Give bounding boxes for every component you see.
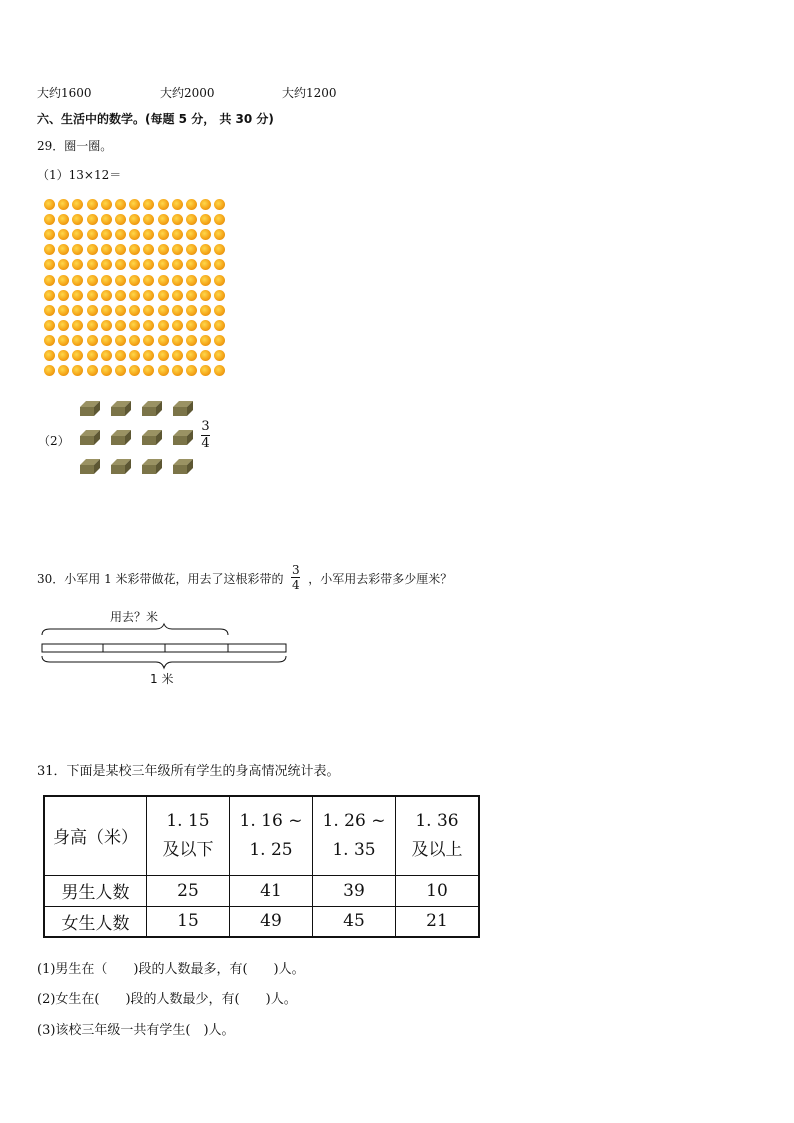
- dot-item: [44, 214, 55, 225]
- q30-fraction-numerator: 3: [292, 563, 300, 577]
- dot-item: [129, 350, 140, 361]
- dot-item: [101, 290, 112, 301]
- table-header-cell: 1. 16 ~ 1. 25: [230, 796, 313, 875]
- brick-item: [140, 428, 164, 446]
- brick-item: [78, 399, 102, 417]
- table-header-cell: 1. 26 ~ 1. 35: [313, 796, 396, 875]
- dot-item: [200, 259, 211, 270]
- dot-item: [58, 275, 69, 286]
- dot-item: [143, 229, 154, 240]
- brick-item: [171, 428, 195, 446]
- table-cell: 女生人数: [44, 906, 147, 937]
- dot-item: [115, 365, 126, 376]
- dot-item: [172, 229, 183, 240]
- dot-item: [87, 244, 98, 255]
- dot-item: [129, 214, 140, 225]
- table-row: [44, 906, 479, 937]
- dot-item: [143, 320, 154, 331]
- dot-item: [115, 350, 126, 361]
- dot-item: [129, 365, 140, 376]
- dot-item: [87, 199, 98, 210]
- dot-item: [72, 320, 83, 331]
- brick-item: [78, 457, 102, 475]
- q30-text-after: ，小军用去彩带多少厘米？: [308, 572, 453, 586]
- dot-item: [158, 350, 169, 361]
- dot-item: [58, 244, 69, 255]
- dot-item: [58, 199, 69, 210]
- approx-option-3: 大约1200: [282, 86, 337, 100]
- q30-fraction-denominator: 4: [292, 578, 300, 592]
- dot-item: [44, 259, 55, 270]
- dot-item: [186, 259, 197, 270]
- dot-item: [214, 320, 225, 331]
- dot-item: [44, 305, 55, 316]
- dot-item: [158, 275, 169, 286]
- dot-item: [101, 244, 112, 255]
- dot-item: [158, 335, 169, 346]
- dot-item: [158, 229, 169, 240]
- dot-item: [72, 259, 83, 270]
- dot-item: [129, 335, 140, 346]
- brick-item: [78, 428, 102, 446]
- dot-item: [200, 229, 211, 240]
- dot-item: [200, 275, 211, 286]
- dot-item: [129, 290, 140, 301]
- dot-item: [158, 244, 169, 255]
- dot-item: [143, 365, 154, 376]
- dot-item: [87, 275, 98, 286]
- dot-item: [44, 365, 55, 376]
- dot-item: [72, 290, 83, 301]
- dot-item: [72, 350, 83, 361]
- dot-item: [158, 320, 169, 331]
- dot-item: [58, 214, 69, 225]
- table-cell: 39: [313, 875, 396, 906]
- dot-item: [172, 350, 183, 361]
- dot-item: [87, 259, 98, 270]
- q31-sub3: (3)该校三年级一共有学生( )人。: [37, 1023, 235, 1038]
- dot-item: [200, 335, 211, 346]
- dot-item: [143, 335, 154, 346]
- q31-sub2: (2)女生在( )段的人数最少，有( )人。: [37, 992, 297, 1007]
- dot-item: [115, 320, 126, 331]
- q29-fraction: [201, 420, 210, 451]
- dot-item: [172, 320, 183, 331]
- dot-item: [58, 320, 69, 331]
- dot-item: [115, 290, 126, 301]
- dot-item: [214, 229, 225, 240]
- approx-option-1: 大约1600: [37, 86, 92, 100]
- dot-item: [214, 214, 225, 225]
- brick-item: [140, 399, 164, 417]
- brick-grid: [78, 399, 202, 483]
- dot-item: [214, 350, 225, 361]
- dot-item: [115, 335, 126, 346]
- brick-item: [109, 399, 133, 417]
- brick-item: [171, 457, 195, 475]
- dot-item: [129, 259, 140, 270]
- table-row: [44, 875, 479, 906]
- fraction-numerator: 3: [201, 419, 210, 434]
- dot-item: [115, 305, 126, 316]
- dot-item: [172, 259, 183, 270]
- dot-item: [143, 214, 154, 225]
- dot-item: [58, 305, 69, 316]
- dot-item: [58, 259, 69, 270]
- dot-item: [129, 320, 140, 331]
- dot-item: [186, 320, 197, 331]
- dot-item: [129, 244, 140, 255]
- dot-item: [200, 214, 211, 225]
- dot-item: [101, 365, 112, 376]
- approx-option-2: 大约2000: [160, 86, 215, 100]
- dot-item: [72, 365, 83, 376]
- dot-item: [214, 244, 225, 255]
- dot-item: [115, 229, 126, 240]
- dot-item: [44, 350, 55, 361]
- dot-item: [115, 199, 126, 210]
- dot-item: [172, 365, 183, 376]
- dot-item: [214, 259, 225, 270]
- brick-item: [109, 428, 133, 446]
- dot-item: [129, 199, 140, 210]
- dot-item: [58, 229, 69, 240]
- dot-item: [129, 305, 140, 316]
- dot-item: [214, 305, 225, 316]
- dot-grid: [44, 199, 228, 383]
- dot-item: [143, 275, 154, 286]
- dot-item: [101, 320, 112, 331]
- dot-item: [87, 350, 98, 361]
- dot-item: [172, 275, 183, 286]
- table-cell: 男生人数: [44, 875, 147, 906]
- q31-title: 31．下面是某校三年级所有学生的身高情况统计表。: [37, 764, 340, 779]
- dot-item: [101, 275, 112, 286]
- dot-item: [186, 305, 197, 316]
- dot-item: [186, 214, 197, 225]
- dot-item: [172, 335, 183, 346]
- dot-item: [44, 229, 55, 240]
- dot-item: [214, 335, 225, 346]
- dot-item: [101, 305, 112, 316]
- dot-item: [101, 350, 112, 361]
- dot-item: [44, 335, 55, 346]
- fraction-denominator: 4: [201, 436, 210, 451]
- dot-item: [101, 335, 112, 346]
- dot-item: [200, 290, 211, 301]
- dot-item: [72, 229, 83, 240]
- dot-item: [186, 275, 197, 286]
- dot-item: [186, 290, 197, 301]
- dot-item: [172, 214, 183, 225]
- dot-item: [172, 199, 183, 210]
- dot-item: [186, 350, 197, 361]
- dot-item: [186, 229, 197, 240]
- q29-title: 29．圈一圈。: [37, 139, 113, 153]
- brick-item: [140, 457, 164, 475]
- table-cell: 25: [147, 875, 230, 906]
- dot-item: [214, 275, 225, 286]
- dot-item: [115, 275, 126, 286]
- dot-item: [143, 244, 154, 255]
- dot-item: [115, 214, 126, 225]
- dot-item: [87, 320, 98, 331]
- dot-item: [143, 350, 154, 361]
- dot-item: [158, 199, 169, 210]
- brick-item: [171, 399, 195, 417]
- dot-item: [115, 244, 126, 255]
- dot-item: [44, 199, 55, 210]
- q30-question: [37, 563, 453, 593]
- diagram-top-label: 用去？米: [110, 610, 159, 624]
- height-stats-table: [43, 795, 480, 938]
- dot-item: [58, 335, 69, 346]
- dot-item: [200, 199, 211, 210]
- dot-item: [72, 214, 83, 225]
- table-header-cell: 身高（米）: [44, 796, 147, 875]
- dot-item: [101, 214, 112, 225]
- dot-item: [214, 365, 225, 376]
- dot-item: [172, 305, 183, 316]
- dot-item: [72, 335, 83, 346]
- dot-item: [72, 305, 83, 316]
- dot-item: [87, 305, 98, 316]
- dot-item: [200, 350, 211, 361]
- dot-item: [44, 320, 55, 331]
- dot-item: [186, 199, 197, 210]
- dot-item: [143, 199, 154, 210]
- dot-item: [158, 290, 169, 301]
- table-header-cell: 1. 15 及以下: [147, 796, 230, 875]
- table-header-cell: 1. 36 及以上: [396, 796, 480, 875]
- table-cell: 45: [313, 906, 396, 937]
- table-cell: 41: [230, 875, 313, 906]
- table-cell: 10: [396, 875, 480, 906]
- dot-item: [87, 365, 98, 376]
- q31-sub1: (1)男生在（ )段的人数最多，有( )人。: [37, 962, 305, 977]
- dot-item: [186, 244, 197, 255]
- dot-item: [87, 290, 98, 301]
- brick-item: [109, 457, 133, 475]
- dot-item: [129, 229, 140, 240]
- dot-item: [87, 214, 98, 225]
- dot-item: [72, 199, 83, 210]
- dot-item: [58, 290, 69, 301]
- table-cell: 49: [230, 906, 313, 937]
- dot-item: [72, 275, 83, 286]
- dot-item: [44, 290, 55, 301]
- dot-item: [200, 305, 211, 316]
- ribbon-diagram: [38, 622, 290, 672]
- diagram-bottom-label: 1 米: [150, 672, 174, 686]
- dot-item: [58, 365, 69, 376]
- dot-item: [87, 229, 98, 240]
- dot-item: [101, 259, 112, 270]
- dot-item: [143, 259, 154, 270]
- q30-text-before: 30．小军用 1 米彩带做花，用去了这根彩带的: [37, 572, 284, 586]
- dot-item: [87, 335, 98, 346]
- dot-item: [158, 305, 169, 316]
- dot-item: [101, 229, 112, 240]
- dot-item: [214, 199, 225, 210]
- dot-item: [143, 290, 154, 301]
- table-cell: 21: [396, 906, 480, 937]
- section-title: 六、生活中的数学。(每题 5 分， 共 30 分): [37, 112, 274, 126]
- dot-item: [158, 365, 169, 376]
- dot-item: [44, 275, 55, 286]
- dot-item: [72, 244, 83, 255]
- dot-item: [200, 365, 211, 376]
- dot-item: [44, 244, 55, 255]
- dot-item: [186, 365, 197, 376]
- dot-item: [172, 290, 183, 301]
- dot-item: [115, 259, 126, 270]
- table-cell: 15: [147, 906, 230, 937]
- dot-item: [101, 199, 112, 210]
- dot-item: [158, 214, 169, 225]
- dot-item: [129, 275, 140, 286]
- dot-item: [58, 350, 69, 361]
- dot-item: [214, 290, 225, 301]
- dot-item: [200, 244, 211, 255]
- dot-item: [186, 335, 197, 346]
- dot-item: [172, 244, 183, 255]
- dot-item: [200, 320, 211, 331]
- dot-item: [158, 259, 169, 270]
- dot-item: [143, 305, 154, 316]
- q29-part1-label: （1）13×12＝: [37, 168, 122, 182]
- q29-part2-label: （2）: [38, 434, 70, 448]
